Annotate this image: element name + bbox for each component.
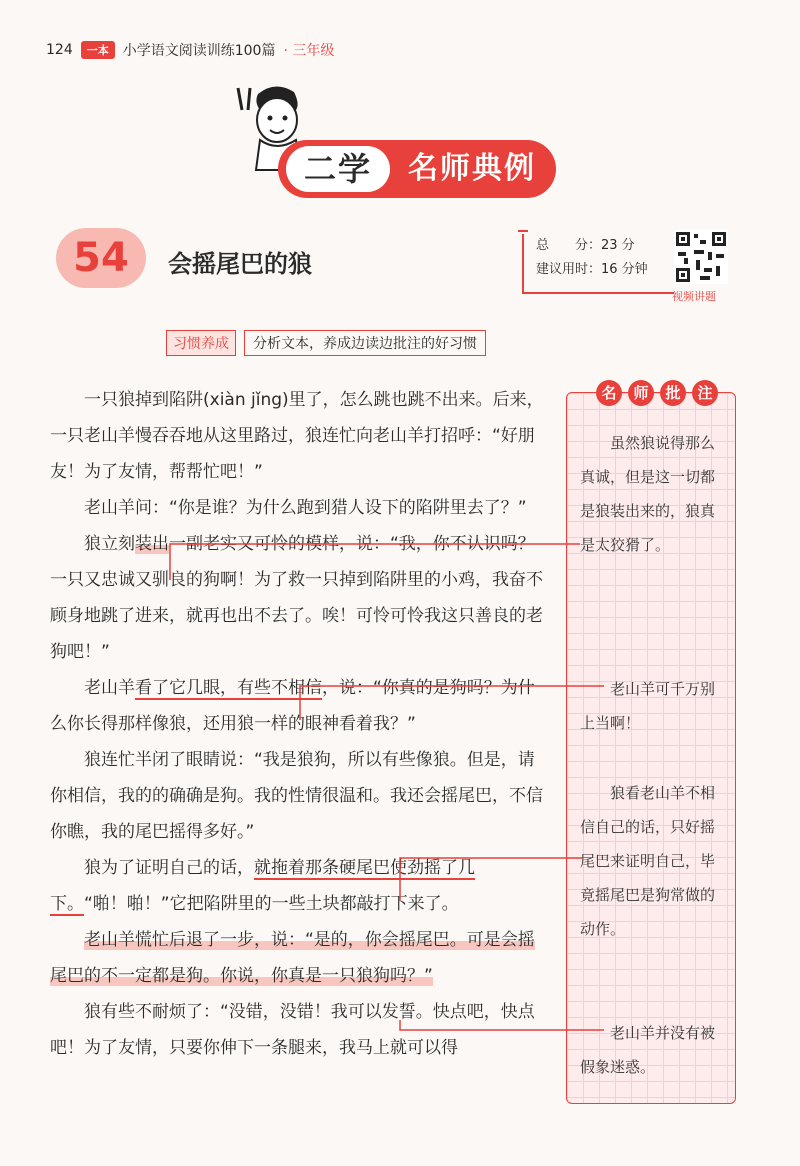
paragraph: 狼立刻装出一副老实又可怜的模样，说：“我，你不认识吗？一只又忠诚又驯良的狗啊！为了救一只掉到陷阱里的小鸡，我奋不顾身地跳了进来，就再也出不去了。唉！可怜可怜我这只善良的老狗吧！”: [50, 534, 543, 662]
title-char: 注: [692, 380, 718, 406]
suggested-time: 建议用时：16 分钟: [536, 262, 648, 277]
video-explain-label[interactable]: 视频讲题: [672, 290, 716, 303]
habit-text: 分析文本，养成边读边批注的好习惯: [244, 330, 486, 356]
banner-part: 二学: [286, 146, 390, 192]
book-title: 小学语文阅读训练100篇: [122, 43, 276, 59]
title-char: 名: [596, 380, 622, 406]
annotation-note: 老山羊并没有被假象迷惑。: [580, 1024, 716, 1076]
underline: 就拖着那条硬尾巴使劲摇了几下。: [50, 858, 475, 914]
grade-label: · 三年级: [283, 43, 335, 59]
story-text: [50, 382, 550, 1066]
brand-badge: 一本: [81, 41, 115, 59]
habit-box: [166, 330, 486, 356]
score-box: [522, 234, 674, 294]
underline: 看了它几眼，有些不相信: [135, 678, 322, 698]
annotation-title: [596, 380, 718, 406]
section-banner: [220, 80, 560, 210]
paragraph: 狼为了证明自己的话，就拖着那条硬尾巴使劲摇了几下。“啪！啪！”它把陷阱里的一些土块都敲打下来了。: [50, 858, 475, 914]
title-char: 批: [660, 380, 686, 406]
annotation-note: 虽然狼说得那么真诚，但是这一切都是狼装出来的，狼真是太狡猾了。: [580, 434, 716, 554]
highlight: 老山羊慌忙后退了一步，说：“是的，你会摇尾巴。可是会摇尾巴的不一定都是狗。你说，你真是一只狼狗吗？”: [50, 930, 535, 986]
paragraph: 狼连忙半闭了眼睛说：“我是狼狗，所以有些像狼。但是，请你相信，我的的确确是狗。我的性情很温和。我还会摇尾巴，不信你瞧，我的尾巴摇得多好。”: [50, 750, 543, 842]
annotation-note: 狼看老山羊不相信自己的话，只好摇尾巴来证明自己，毕竟摇尾巴是狗常做的动作。: [580, 784, 716, 938]
annotation-note: 老山羊可千万别上当啊！: [580, 680, 716, 732]
lesson-title: 会摇尾巴的狼: [168, 250, 312, 278]
qr-code-icon[interactable]: [674, 230, 728, 284]
paragraph: 老山羊问：“你是谁？为什么跑到猎人设下的陷阱里去了？”: [84, 498, 527, 518]
habit-tag: 习惯养成: [166, 330, 236, 356]
banner-bar: [278, 140, 556, 198]
lesson-number: 54: [56, 228, 146, 288]
banner-label: 名师典例: [408, 151, 536, 186]
paragraph: 狼有些不耐烦了：“没错，没错！我可以发誓。快点吧，快点吧！为了友情，只要你伸下一条腿来，我马上就可以得: [50, 1002, 535, 1058]
total-score: 总 分：23 分: [536, 238, 635, 253]
page-number: 124: [46, 42, 73, 58]
paragraph: [50, 922, 550, 994]
highlight: 装出: [135, 534, 169, 554]
title-char: 师: [628, 380, 654, 406]
paragraph: 一只狼掉到陷阱(xiàn jǐng)里了，怎么跳也跳不出来。后来，一只老山羊慢吞吞地从这里路过，狼连忙向老山羊打招呼：“好朋友！为了友情，帮帮忙吧！”: [50, 390, 544, 482]
paragraph: 老山羊看了它几眼，有些不相信，说：“你真的是狗吗？为什么你长得那样像狼，还用狼一样的眼神看着我？”: [50, 678, 535, 734]
page-header: [46, 40, 334, 60]
